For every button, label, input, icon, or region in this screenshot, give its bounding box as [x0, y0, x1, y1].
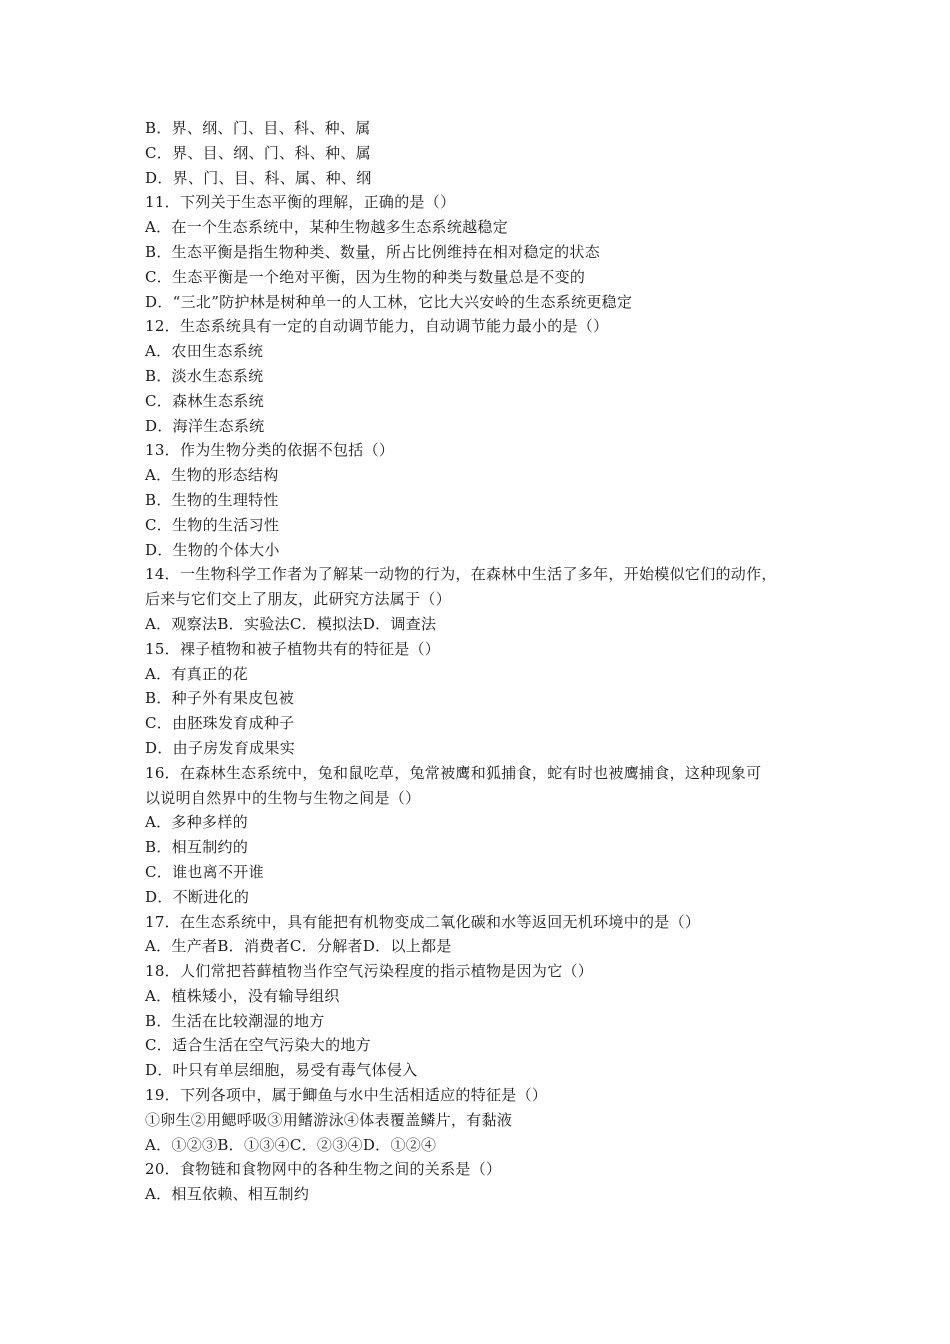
text-line: C．生态平衡是一个绝对平衡，因为生物的种类与数量总是不变的 [145, 267, 586, 286]
text-line: A．有真正的花 [145, 664, 248, 683]
text-line: C．由胚珠发育成种子 [145, 714, 295, 733]
text-line: A．①②③B．①③④C．②③④D．①②④ [145, 1135, 437, 1154]
question-stem: 16．在森林生态系统中，兔和鼠吃草，兔常被鹰和狐捕食，蛇有时也被鹰捕食，这种现象可 [145, 763, 762, 782]
text-line: A．生产者B．消费者C．分解者D．以上都是 [145, 937, 452, 956]
text-line: 以说明自然界中的生物与生物之间是（） [145, 788, 421, 807]
text-line: D．叶只有单层细胞，易受有毒气体侵入 [145, 1061, 418, 1080]
text-line: D．生物的个体大小 [145, 540, 280, 559]
text-line: A．观察法B．实验法C．模拟法D．调查法 [145, 614, 437, 633]
text-line: A．多种多样的 [145, 813, 248, 832]
text-line: B．生活在比较潮湿的地方 [145, 1011, 325, 1030]
question-stem: 14．一生物科学工作者为了解某一动物的行为，在森林中生活了多年，开始模似它们的动作， [145, 565, 777, 584]
text-line: A．相互依赖、相互制约 [145, 1185, 310, 1204]
text-line: B．生态平衡是指生物种类、数量，所占比例维持在相对稳定的状态 [145, 242, 601, 261]
text-line: A．生物的形态结构 [145, 466, 279, 485]
text-line: D．海洋生态系统 [145, 416, 265, 435]
text-line: D．不断进化的 [145, 887, 250, 906]
question-stem: 13．作为生物分类的依据不包括（） [145, 441, 395, 460]
text-line: D．“三北”防护林是树种单一的人工林，它比大兴安岭的生态系统更稳定 [145, 292, 633, 311]
text-line: ①卵生②用鳃呼吸③用鳍游泳④体表覆盖鳞片，有黏液 [145, 1110, 513, 1129]
text-line: B．淡水生态系统 [145, 366, 264, 385]
text-line: C．谁也离不开谁 [145, 862, 264, 881]
text-line: A．在一个生态系统中，某种生物越多生态系统越稳定 [145, 218, 509, 237]
question-stem: 19．下列各项中，属于鲫鱼与水中生活相适应的特征是（） [145, 1086, 548, 1105]
text-line: 后来与它们交上了朋友，此研究方法属于（） [145, 590, 452, 609]
text-line: C．森林生态系统 [145, 391, 264, 410]
text-line: B．种子外有果皮包被 [145, 689, 295, 708]
text-line: A．植株矮小，没有输导组织 [145, 986, 340, 1005]
question-stem: 11．下列关于生态平衡的理解，正确的是（） [145, 193, 456, 212]
text-line: C．生物的生活习性 [145, 515, 280, 534]
question-stem: 18．人们常把苔藓植物当作空气污染程度的指示植物是因为它（） [145, 962, 594, 981]
text-line: B．相互制约的 [145, 838, 249, 857]
text-line: B．界、纲、门、目、科、种、属 [145, 119, 371, 137]
question-stem: 20．食物链和食物网中的各种生物之间的关系是（） [145, 1160, 502, 1179]
text-line: B．生物的生理特性 [145, 490, 279, 509]
question-stem: 12．生态系统具有一定的自动调节能力，自动调节能力最小的是（） [145, 317, 609, 336]
text-line: D．由子房发育成果实 [145, 738, 296, 757]
text-line: D．界、门、目、科、属、种、纲 [145, 168, 372, 187]
question-stem: 15．裸子植物和被子植物共有的特征是（） [145, 639, 441, 658]
text-line: A．农田生态系统 [145, 342, 264, 361]
question-list [145, 116, 825, 1207]
text-line: C．适合生活在空气污染大的地方 [145, 1036, 371, 1055]
question-stem: 17．在生态系统中，具有能把有机物变成二氧化碳和水等返回无机环境中的是（） [145, 912, 701, 931]
text-line: C．界、目、纲、门、科、种、属 [145, 143, 371, 162]
